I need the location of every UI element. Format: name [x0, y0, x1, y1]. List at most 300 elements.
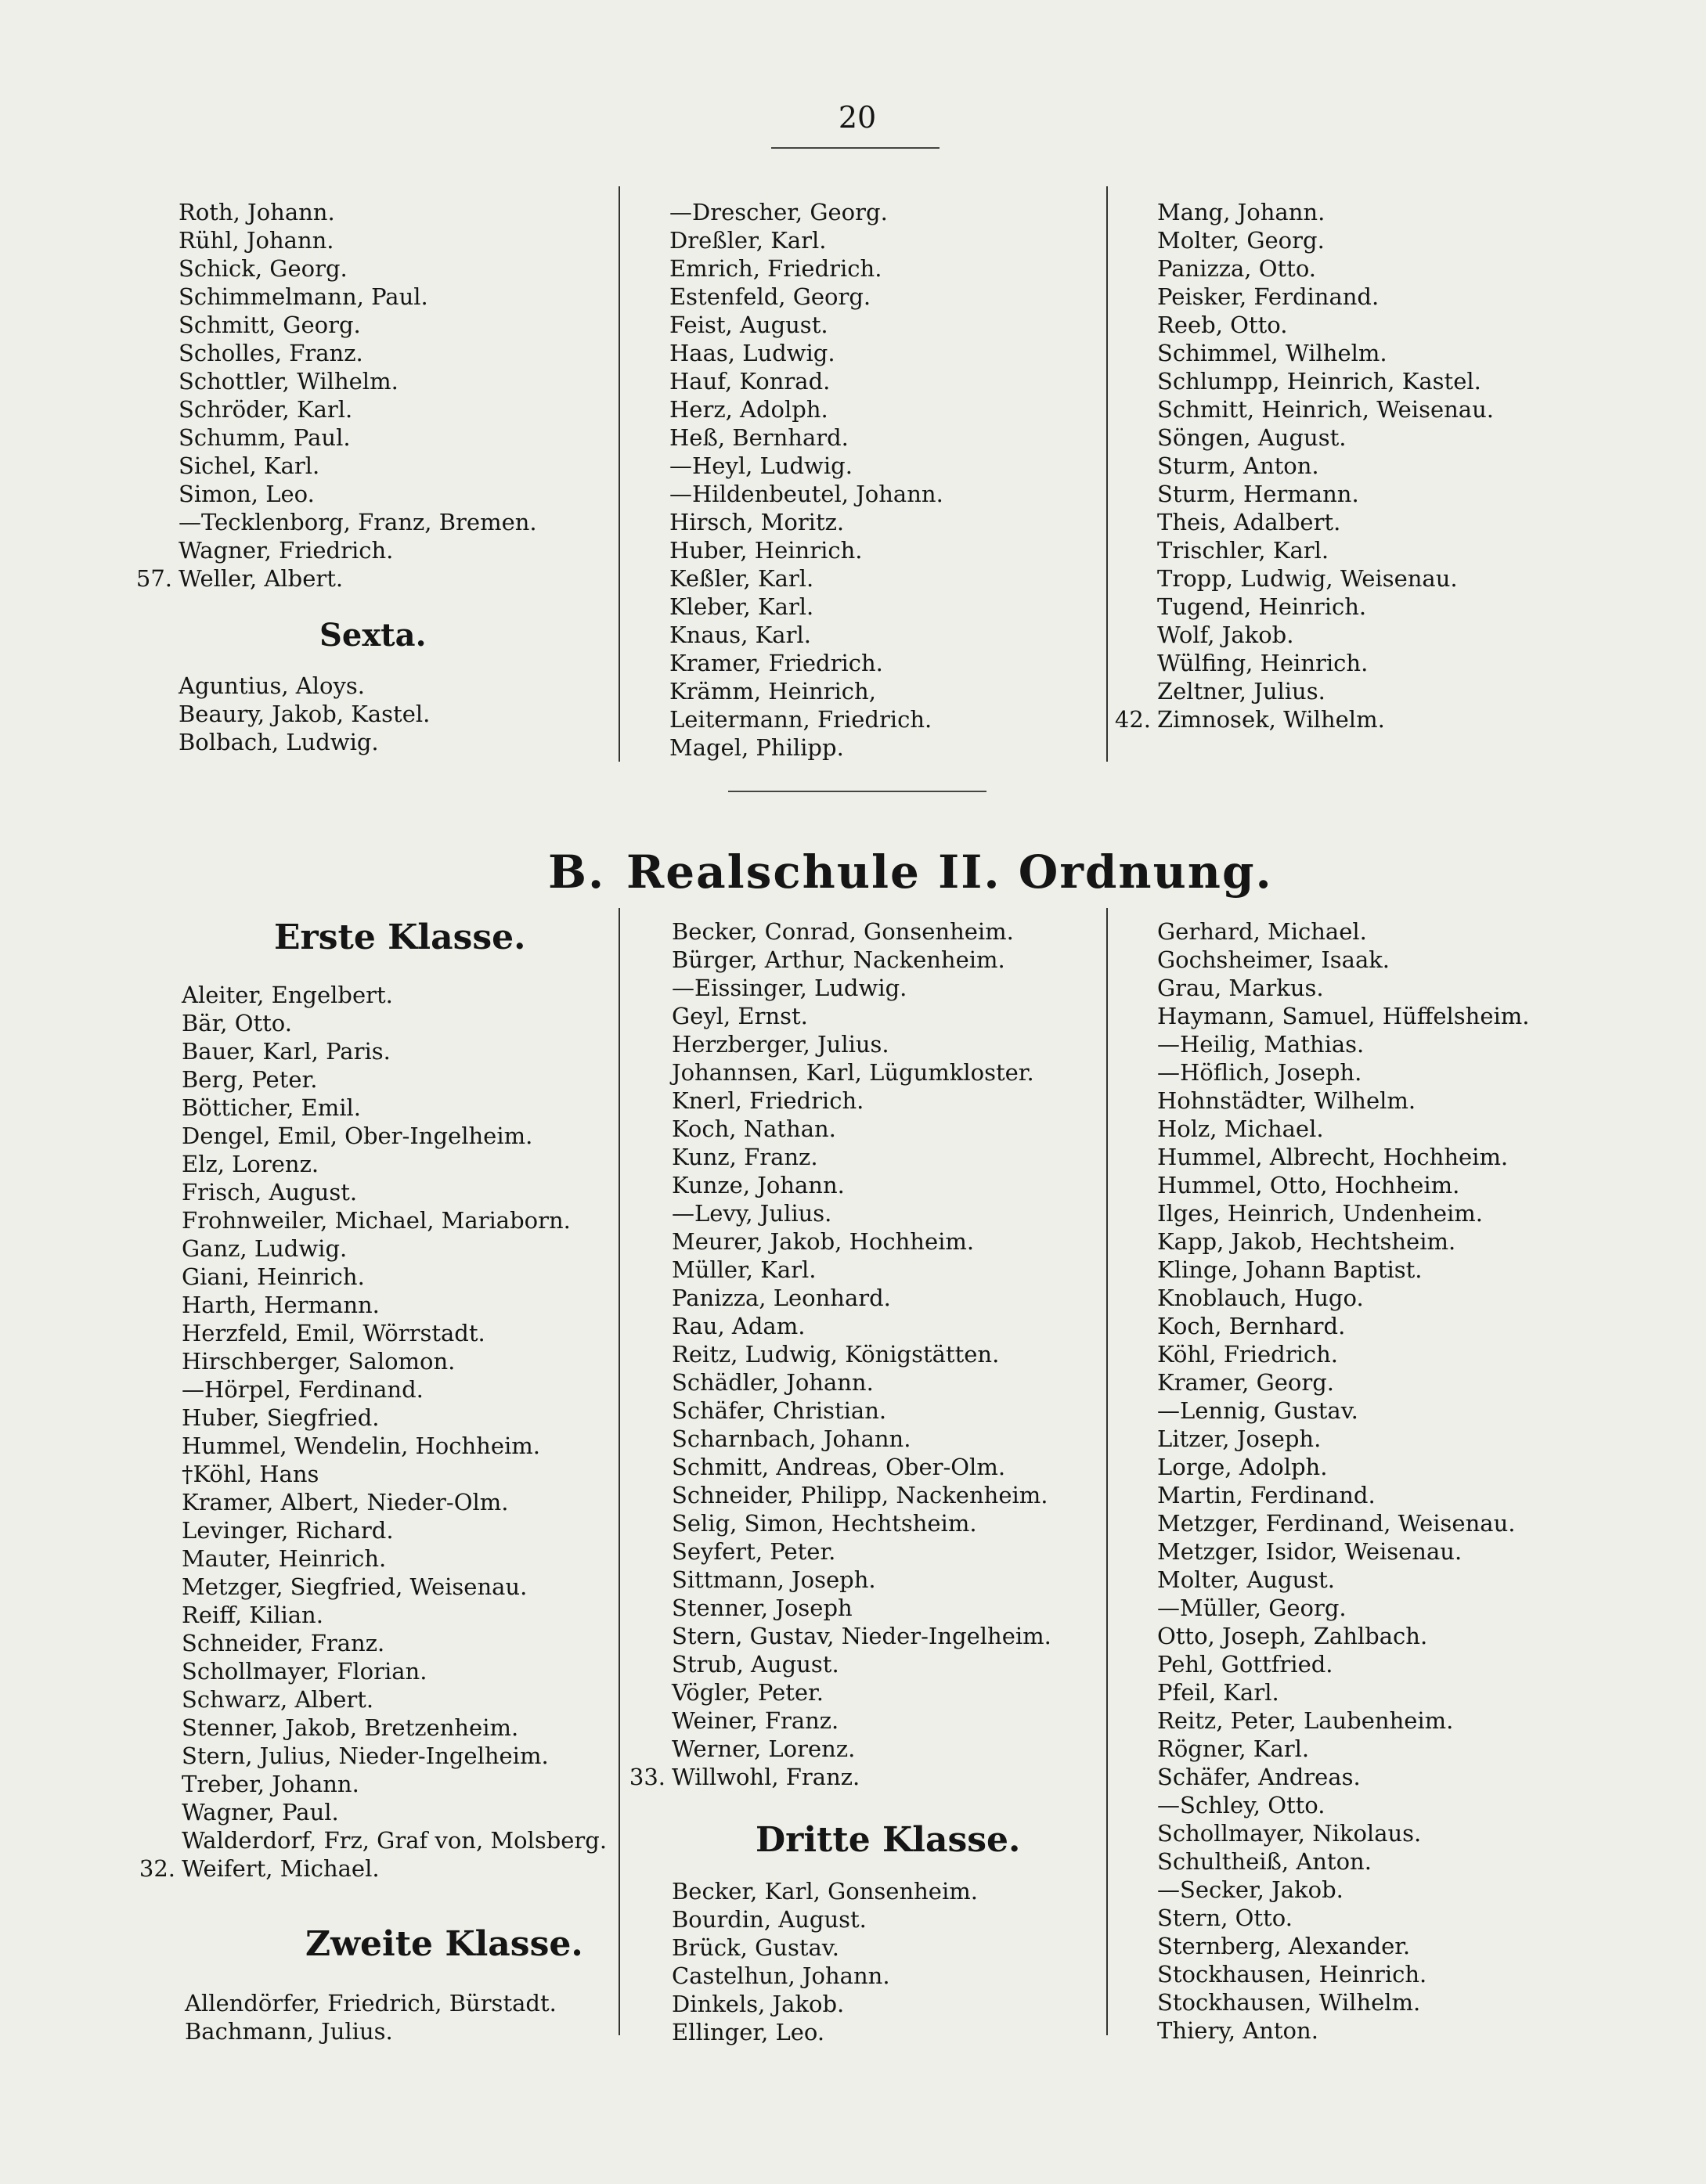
student-name: Reiff, Kilian.	[182, 1602, 323, 1628]
list-item	[179, 672, 430, 700]
student-name: Holz, Michael.	[1157, 1115, 1324, 1142]
student-name: Willwohl, Franz.	[672, 1764, 860, 1790]
student-name: Martin, Ferdinand.	[1157, 1482, 1376, 1508]
student-name: —Drescher, Georg.	[669, 199, 888, 225]
list-item	[185, 2017, 557, 2045]
student-name: Walderdorf, Frz, Graf von, Molsberg.	[182, 1827, 608, 1854]
student-name: Bär, Otto.	[182, 1010, 292, 1036]
student-name: —Müller, Georg.	[1157, 1595, 1347, 1621]
list-item	[1157, 1735, 1529, 1763]
name-list-top-col1	[135, 198, 537, 593]
list-item	[179, 254, 537, 283]
student-name: Reitz, Ludwig, Königstätten.	[672, 1341, 1000, 1368]
student-name: Schumm, Paul.	[179, 424, 351, 451]
student-name: Molter, Georg.	[1157, 227, 1325, 254]
list-item	[1114, 705, 1494, 733]
student-name: Bolbach, Ludwig.	[179, 729, 379, 755]
student-name: Rühl, Johann.	[179, 227, 334, 254]
list-item	[179, 423, 537, 452]
list-item	[1157, 339, 1494, 367]
list-item	[672, 1481, 1051, 1509]
student-name: Weiner, Franz.	[672, 1707, 839, 1734]
student-name: Peisker, Ferdinand.	[1157, 283, 1380, 310]
list-item	[179, 728, 430, 756]
list-item	[1157, 1904, 1529, 1932]
student-name: —Lennig, Gustav.	[1157, 1397, 1358, 1424]
student-name: Schultheiß, Anton.	[1157, 1848, 1372, 1875]
list-item	[672, 1509, 1051, 1537]
list-item	[1157, 367, 1494, 395]
list-item	[672, 1143, 1051, 1171]
student-name: Köhl, Friedrich.	[1157, 1341, 1338, 1368]
student-name: Dinkels, Jakob.	[672, 1991, 845, 2017]
list-item	[182, 1601, 607, 1629]
student-name: Mang, Johann.	[1157, 199, 1325, 225]
list-item	[182, 1291, 607, 1319]
list-item	[672, 1934, 978, 1962]
student-name: Zimnosek, Wilhelm.	[1157, 706, 1385, 733]
student-name: Bachmann, Julius.	[185, 2018, 393, 2045]
list-item	[1157, 1988, 1529, 2016]
name-list-zweite-klasse-col2	[629, 917, 1051, 1791]
name-list-dritte-klasse-col3	[1157, 917, 1529, 2045]
list-item	[182, 1544, 607, 1573]
list-item	[182, 1009, 607, 1037]
section-divider	[728, 791, 986, 792]
student-name: Gerhard, Michael.	[1157, 918, 1367, 945]
student-name: Reeb, Otto.	[1157, 312, 1288, 338]
list-item	[669, 254, 943, 283]
count-number: 33.	[629, 1764, 665, 1790]
list-item	[182, 1685, 607, 1714]
student-name: Becker, Karl, Gonsenheim.	[672, 1878, 978, 1905]
list-item	[669, 733, 943, 762]
list-item	[182, 1206, 607, 1234]
list-item	[1157, 480, 1494, 508]
list-item	[1157, 974, 1529, 1002]
student-name: Aleiter, Engelbert.	[182, 982, 393, 1008]
student-name: —Heilig, Mathias.	[1157, 1031, 1365, 1058]
list-item	[1157, 1256, 1529, 1284]
student-name: Hirschberger, Salomon.	[182, 1348, 456, 1375]
student-name: Scharnbach, Johann.	[672, 1425, 911, 1452]
list-item	[672, 917, 1051, 946]
student-name: Werner, Lorenz.	[672, 1735, 856, 1762]
list-item	[182, 1150, 607, 1178]
name-list-top-col3	[1114, 198, 1494, 733]
student-name: Wagner, Friedrich.	[179, 537, 394, 564]
student-name: Gochsheimer, Isaak.	[1157, 946, 1390, 973]
list-item	[1157, 1227, 1529, 1256]
student-name: Haymann, Samuel, Hüffelsheim.	[1157, 1003, 1530, 1029]
list-item	[1157, 593, 1494, 621]
list-item	[1157, 423, 1494, 452]
list-item	[672, 1678, 1051, 1706]
student-name: Berg, Peter.	[182, 1066, 318, 1093]
list-item	[672, 1227, 1051, 1256]
student-name: Kunz, Franz.	[672, 1144, 818, 1170]
student-name: Weifert, Michael.	[182, 1855, 380, 1882]
list-item	[672, 1171, 1051, 1199]
list-item	[182, 1037, 607, 1065]
list-item	[1157, 452, 1494, 480]
list-item	[1157, 1819, 1529, 1847]
student-name: Schädler, Johann.	[672, 1369, 874, 1396]
student-name: Seyfert, Peter.	[672, 1538, 836, 1565]
list-item	[672, 974, 1051, 1002]
student-name: Frohnweiler, Michael, Mariaborn.	[182, 1207, 571, 1234]
student-name: Mauter, Heinrich.	[182, 1545, 387, 1572]
list-item	[672, 1002, 1051, 1030]
list-item	[182, 1347, 607, 1375]
student-name: Sternberg, Alexander.	[1157, 1933, 1411, 1959]
student-name: —Hildenbeutel, Johann.	[669, 481, 943, 507]
student-name: Schimmel, Wilhelm.	[1157, 340, 1387, 366]
list-item	[182, 1629, 607, 1657]
student-name: Allendörfer, Friedrich, Bürstadt.	[185, 1990, 557, 2016]
student-name: Bötticher, Emil.	[182, 1094, 361, 1121]
student-name: —Eissinger, Ludwig.	[672, 975, 907, 1001]
list-item	[182, 1375, 607, 1404]
student-name: —Hörpel, Ferdinand.	[182, 1376, 424, 1403]
list-item	[1157, 1960, 1529, 1988]
list-item	[1157, 1594, 1529, 1622]
student-name: Giani, Heinrich.	[182, 1263, 365, 1290]
student-name: Schäfer, Andreas.	[1157, 1764, 1361, 1790]
list-item	[669, 621, 943, 649]
student-name: Schwarz, Albert.	[182, 1686, 374, 1713]
student-name: Meurer, Jakob, Hochheim.	[672, 1228, 975, 1255]
student-name: Lorge, Adolph.	[1157, 1454, 1328, 1480]
student-name: Harth, Hermann.	[182, 1292, 380, 1318]
student-name: Kleber, Karl.	[669, 593, 814, 620]
name-list-dritte-klasse-col2	[672, 1877, 978, 2046]
student-name: Thiery, Anton.	[1157, 2017, 1318, 2044]
student-name: Knaus, Karl.	[669, 622, 811, 648]
column-divider	[1106, 186, 1108, 762]
list-item	[1157, 1368, 1529, 1397]
list-item	[669, 198, 943, 226]
list-item	[179, 198, 537, 226]
student-name: Litzer, Joseph.	[1157, 1425, 1322, 1452]
student-name: Wolf, Jakob.	[1157, 622, 1294, 648]
student-name: Sittmann, Joseph.	[672, 1566, 876, 1593]
list-item	[672, 1115, 1051, 1143]
student-name: Johannsen, Karl, Lügumkloster.	[672, 1059, 1034, 1086]
list-item	[672, 2018, 978, 2046]
student-name: Bauer, Karl, Paris.	[182, 1038, 391, 1065]
list-item	[182, 1234, 607, 1263]
list-item	[1157, 1763, 1529, 1791]
student-name: Klinge, Johann Baptist.	[1157, 1256, 1423, 1283]
student-name: Herzfeld, Emil, Wörrstadt.	[182, 1320, 485, 1346]
list-item	[1157, 1425, 1529, 1453]
list-item	[672, 1594, 1051, 1622]
student-name: Schollmayer, Nikolaus.	[1157, 1820, 1422, 1847]
list-item	[672, 1566, 1051, 1594]
list-item	[182, 1488, 607, 1516]
list-item	[1157, 1453, 1529, 1481]
list-item	[672, 1256, 1051, 1284]
student-name: †Köhl, Hans	[182, 1461, 319, 1487]
student-name: Huber, Siegfried.	[182, 1404, 380, 1431]
name-list-zweite-klasse-col1	[185, 1989, 557, 2045]
student-name: Schäfer, Christian.	[672, 1397, 887, 1424]
student-name: Strub, August.	[672, 1651, 839, 1678]
list-item	[1157, 564, 1494, 593]
list-item	[182, 1319, 607, 1347]
student-name: Stern, Julius, Nieder-Ingelheim.	[182, 1743, 549, 1769]
list-item	[672, 1030, 1051, 1058]
student-name: Knerl, Friedrich.	[672, 1087, 864, 1114]
list-item	[182, 1573, 607, 1601]
student-name: Pehl, Gottfried.	[1157, 1651, 1333, 1678]
list-item	[672, 1284, 1051, 1312]
student-name: Ganz, Ludwig.	[182, 1235, 348, 1262]
student-name: Schick, Georg.	[179, 255, 348, 282]
student-name: Stockhausen, Wilhelm.	[1157, 1989, 1421, 2016]
student-name: Theis, Adalbert.	[1157, 509, 1341, 535]
student-name: Hummel, Otto, Hochheim.	[1157, 1172, 1460, 1198]
list-item	[179, 283, 537, 311]
list-item	[1157, 508, 1494, 536]
list-item	[1157, 1002, 1529, 1030]
student-name: Hirsch, Moritz.	[669, 509, 845, 535]
student-name: Söngen, August.	[1157, 424, 1347, 451]
list-item	[1157, 1509, 1529, 1537]
student-name: Rau, Adam.	[672, 1313, 806, 1339]
student-name: Dengel, Emil, Ober-Ingelheim.	[182, 1123, 533, 1149]
student-name: Schimmelmann, Paul.	[179, 283, 428, 310]
student-name: Keßler, Karl.	[669, 565, 814, 592]
list-item	[669, 480, 943, 508]
student-name: Ilges, Heinrich, Undenheim.	[1157, 1200, 1484, 1227]
column-divider	[1106, 908, 1108, 2035]
student-name: Kramer, Georg.	[1157, 1369, 1335, 1396]
list-item	[672, 1199, 1051, 1227]
list-item	[672, 1622, 1051, 1650]
student-name: —Schley, Otto.	[1157, 1792, 1325, 1818]
student-name: Ellinger, Leo.	[672, 2019, 825, 2045]
list-item	[1157, 1340, 1529, 1368]
list-item	[669, 536, 943, 564]
student-name: Schottler, Wilhelm.	[179, 368, 399, 395]
list-item	[672, 1905, 978, 1934]
student-name: Hummel, Albrecht, Hochheim.	[1157, 1144, 1509, 1170]
student-name: Simon, Leo.	[179, 481, 315, 507]
top-divider	[771, 147, 940, 149]
student-name: Selig, Simon, Hechtsheim.	[672, 1510, 977, 1537]
page-number: 20	[838, 100, 877, 135]
list-item	[669, 226, 943, 254]
list-item	[1157, 1876, 1529, 1904]
student-name: Otto, Joseph, Zahlbach.	[1157, 1623, 1428, 1649]
student-name: Stenner, Jakob, Bretzenheim.	[182, 1714, 519, 1741]
list-item	[1157, 198, 1494, 226]
student-name: Weller, Albert.	[179, 565, 344, 592]
student-name: Vögler, Peter.	[672, 1679, 824, 1706]
list-item	[672, 1962, 978, 1990]
list-item	[182, 1263, 607, 1291]
list-item	[672, 946, 1051, 974]
list-item	[1157, 283, 1494, 311]
list-item	[1157, 1678, 1529, 1706]
student-name: Sturm, Anton.	[1157, 452, 1319, 479]
student-name: —Tecklenborg, Franz, Bremen.	[179, 509, 537, 535]
list-item	[672, 1735, 1051, 1763]
column-divider	[619, 908, 620, 2035]
student-name: Becker, Conrad, Gonsenheim.	[672, 918, 1014, 945]
student-name: Roth, Johann.	[179, 199, 335, 225]
list-item	[1157, 226, 1494, 254]
student-name: Krämm, Heinrich,	[669, 678, 876, 705]
list-item	[179, 395, 537, 423]
list-item	[669, 283, 943, 311]
name-list-erste-klasse	[139, 981, 608, 1883]
student-name: Panizza, Leonhard.	[672, 1285, 891, 1311]
name-list-sexta	[179, 672, 430, 756]
student-name: Estenfeld, Georg.	[669, 283, 871, 310]
list-item	[1157, 1791, 1529, 1819]
list-item	[669, 508, 943, 536]
list-item	[672, 1397, 1051, 1425]
list-item	[1157, 1537, 1529, 1566]
student-name: Schmitt, Heinrich, Weisenau.	[1157, 396, 1494, 423]
list-item	[1157, 1030, 1529, 1058]
student-name: Metzger, Isidor, Weisenau.	[1157, 1538, 1463, 1565]
student-name: Hummel, Wendelin, Hochheim.	[182, 1433, 541, 1459]
list-item	[1157, 1199, 1529, 1227]
student-name: Schneider, Philipp, Nackenheim.	[672, 1482, 1048, 1508]
student-name: Beaury, Jakob, Kastel.	[179, 701, 431, 727]
list-item	[669, 367, 943, 395]
list-item	[182, 981, 607, 1009]
list-item	[1157, 2016, 1529, 2045]
list-item	[135, 564, 537, 593]
student-name: Hohnstädter, Wilhelm.	[1157, 1087, 1416, 1114]
student-name: Dreßler, Karl.	[669, 227, 827, 254]
list-item	[182, 1065, 607, 1094]
list-item	[1157, 946, 1529, 974]
section-b-title: Realschule II. Ordnung.	[626, 845, 1273, 899]
student-name: Schollmayer, Florian.	[182, 1658, 427, 1685]
list-item	[182, 1826, 607, 1854]
list-item	[672, 1058, 1051, 1087]
list-item	[1157, 254, 1494, 283]
list-item	[1157, 1284, 1529, 1312]
column-divider	[619, 186, 620, 762]
list-item	[182, 1178, 607, 1206]
student-name: Hauf, Konrad.	[669, 368, 831, 395]
student-name: Stern, Gustav, Nieder-Ingelheim.	[672, 1623, 1051, 1649]
student-name: Castelhun, Johann.	[672, 1962, 890, 1989]
list-item	[182, 1657, 607, 1685]
section-b-letter: B.	[548, 845, 606, 899]
student-name: Kunze, Johann.	[672, 1172, 845, 1198]
student-name: Wülfing, Heinrich.	[1157, 650, 1369, 676]
student-name: Feist, August.	[669, 312, 828, 338]
list-item	[179, 452, 537, 480]
list-item	[182, 1798, 607, 1826]
student-name: Schmitt, Andreas, Ober-Olm.	[672, 1454, 1006, 1480]
list-item	[179, 311, 537, 339]
list-item	[672, 1312, 1051, 1340]
list-item	[1157, 917, 1529, 946]
list-item	[669, 452, 943, 480]
list-item	[672, 1087, 1051, 1115]
zweite-klasse-heading: Zweite Klasse.	[305, 1924, 583, 1964]
list-item	[182, 1742, 607, 1770]
list-item	[1157, 1847, 1529, 1876]
list-item	[179, 226, 537, 254]
list-item	[672, 1990, 978, 2018]
list-item	[1157, 1143, 1529, 1171]
student-name: Metzger, Siegfried, Weisenau.	[182, 1573, 528, 1600]
student-name: Tugend, Heinrich.	[1157, 593, 1367, 620]
student-name: Schneider, Franz.	[182, 1630, 385, 1656]
list-item	[182, 1404, 607, 1432]
list-item	[1157, 1706, 1529, 1735]
list-item	[672, 1706, 1051, 1735]
list-item	[1157, 1115, 1529, 1143]
count-number: 57.	[135, 565, 172, 592]
list-item	[1157, 1481, 1529, 1509]
list-item	[1157, 649, 1494, 677]
list-item	[669, 564, 943, 593]
student-name: Bürger, Arthur, Nackenheim.	[672, 946, 1005, 973]
student-name: Heß, Bernhard.	[669, 424, 849, 451]
list-item	[182, 1094, 607, 1122]
student-name: Reitz, Peter, Laubenheim.	[1157, 1707, 1454, 1734]
list-item	[1157, 1058, 1529, 1087]
student-name: Schmitt, Georg.	[179, 312, 361, 338]
student-name: Koch, Nathan.	[672, 1115, 836, 1142]
student-name: Stenner, Joseph	[672, 1595, 853, 1621]
list-item	[182, 1122, 607, 1150]
student-name: Koch, Bernhard.	[1157, 1313, 1346, 1339]
student-name: Sichel, Karl.	[179, 452, 320, 479]
student-name: Schröder, Karl.	[179, 396, 353, 423]
name-list-top-col2	[669, 198, 943, 762]
student-name: Magel, Philipp.	[669, 734, 844, 761]
list-item	[1157, 1171, 1529, 1199]
student-name: Stern, Otto.	[1157, 1905, 1293, 1931]
list-item	[179, 536, 537, 564]
list-item	[182, 1516, 607, 1544]
student-name: Sturm, Hermann.	[1157, 481, 1359, 507]
student-name: Kramer, Albert, Nieder-Olm.	[182, 1489, 509, 1515]
sexta-heading: Sexta.	[319, 617, 427, 654]
student-name: Herzberger, Julius.	[672, 1031, 889, 1058]
student-name: Zeltner, Julius.	[1157, 678, 1325, 705]
list-item	[182, 1770, 607, 1798]
list-item	[1157, 677, 1494, 705]
list-item	[672, 1537, 1051, 1566]
student-name: Pfeil, Karl.	[1157, 1679, 1279, 1706]
count-number: 32.	[139, 1855, 175, 1882]
list-item	[1157, 1087, 1529, 1115]
student-name: —Höflich, Joseph.	[1157, 1059, 1362, 1086]
list-item	[1157, 1312, 1529, 1340]
list-item	[182, 1460, 607, 1488]
list-item	[669, 311, 943, 339]
list-item	[672, 1877, 978, 1905]
student-name: Treber, Johann.	[182, 1771, 359, 1797]
list-item	[1157, 1650, 1529, 1678]
student-name: Scholles, Franz.	[179, 340, 363, 366]
dritte-klasse-heading: Dritte Klasse.	[756, 1820, 1021, 1860]
student-name: Frisch, August.	[182, 1179, 358, 1206]
